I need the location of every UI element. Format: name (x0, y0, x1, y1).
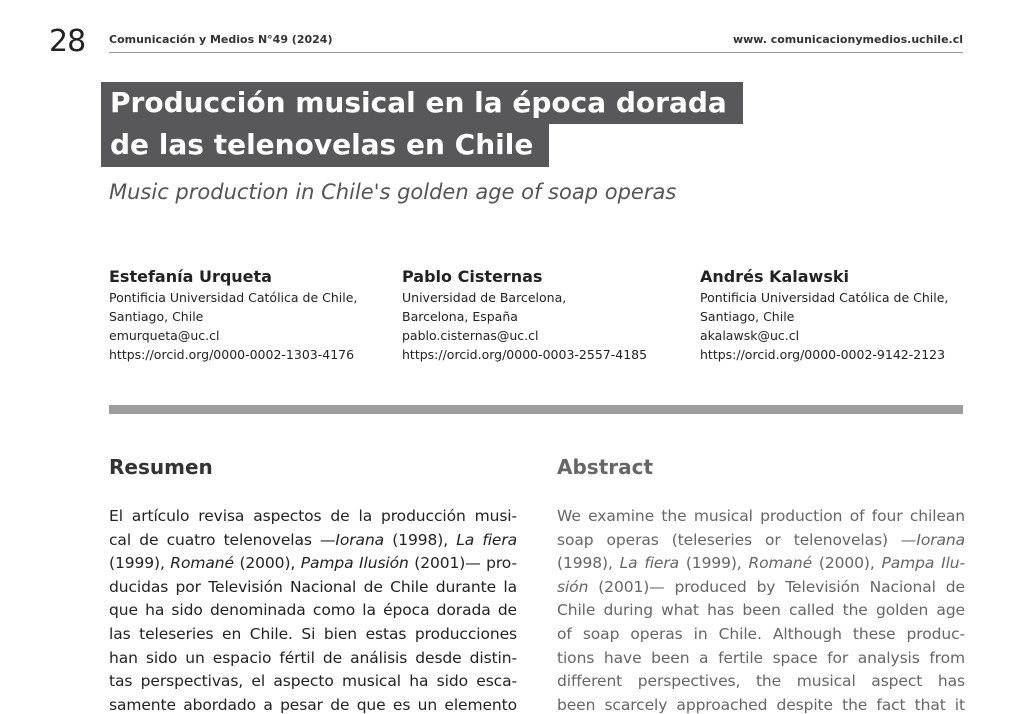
text-run: different perspectives, the musical aspect has (557, 672, 965, 691)
text-run: (2001)— produced by Televisión Nacional de (588, 577, 965, 596)
text-run: of soap operas in Chile. Although these produc- (557, 624, 965, 643)
author-email[interactable]: akalawsk@uc.cl (700, 328, 800, 343)
text-run: Chile during what has been called the golden age (557, 601, 965, 620)
text-run: que ha sido denominada como la época dorada de (109, 601, 517, 620)
author-orcid[interactable]: https://orcid.org/0000-0002-1303-4176 (109, 347, 355, 362)
journal-name: Comunicación y Medios N°49 (2024) (109, 33, 333, 46)
text-line (557, 576, 965, 600)
text-run: (1999), (109, 554, 171, 573)
page-number: 28 (49, 24, 86, 59)
text-line (109, 599, 517, 623)
section-divider (109, 405, 963, 414)
text-line (109, 694, 517, 714)
author-email[interactable]: emurqueta@uc.cl (109, 328, 220, 343)
text-line (557, 552, 965, 576)
italic-title: La fiera (456, 530, 517, 549)
text-line (557, 670, 965, 694)
text-run: tas perspectivas, el aspecto musical ha sido esca- (109, 672, 517, 691)
abstract-text (557, 505, 965, 714)
text-run: (2001)— pro- (408, 554, 517, 573)
title-line-1: Producción musical en la época dorada (101, 82, 743, 124)
text-run: (2000), (812, 554, 882, 573)
author-affiliation: Universidad de Barcelona, (402, 290, 567, 305)
italic-title: Pampa Ilusión (300, 554, 409, 573)
author-name: Pablo Cisternas (402, 267, 543, 286)
text-line (557, 529, 965, 553)
italic-title: Romané (748, 554, 813, 573)
italic-title: Romané (170, 554, 234, 573)
text-run: tions have been a fertile space for analysis from (557, 648, 965, 667)
abstract-heading: Abstract (557, 455, 654, 479)
text-line (109, 670, 517, 694)
text-line (557, 505, 965, 529)
header-rule (109, 52, 963, 53)
resumen-text (109, 505, 517, 714)
author-block (700, 266, 948, 364)
text-run: (1999), (679, 554, 749, 573)
text-run: (2000), (233, 554, 301, 573)
text-line (109, 647, 517, 671)
journal-website[interactable]: www. comunicacionymedios.uchile.cl (732, 33, 963, 46)
author-block (402, 266, 647, 364)
author-affiliation: Pontificia Universidad Católica de Chile, (109, 290, 358, 305)
author-name: Estefanía Urqueta (109, 267, 272, 286)
italic-title: Pampa Ilu- (881, 554, 965, 573)
article-title (101, 82, 743, 167)
text-line (557, 623, 965, 647)
author-email[interactable]: pablo.cisternas@uc.cl (402, 328, 539, 343)
author-location: Santiago, Chile (700, 309, 795, 324)
text-run: soap operas (teleseries or telenovelas) — (557, 530, 917, 549)
italic-title: Iorana (335, 530, 385, 549)
text-run: ducidas por Televisión Nacional de Chile durante la (109, 577, 517, 596)
text-run: (1998), (557, 554, 620, 573)
italic-title: Iorana (916, 530, 965, 549)
author-orcid[interactable]: https://orcid.org/0000-0002-9142-2123 (700, 347, 946, 362)
resumen-heading: Resumen (109, 455, 213, 479)
text-run: cal de cuatro telenovelas — (109, 530, 336, 549)
text-run: We examine the musical production of four chilean (557, 507, 965, 525)
author-block (109, 266, 357, 364)
text-line (109, 505, 517, 529)
article-subtitle: Music production in Chile's golden age of soap operas (109, 180, 677, 204)
text-line (109, 552, 517, 576)
author-orcid[interactable]: https://orcid.org/0000-0003-2557-4185 (402, 347, 648, 362)
text-run: El artículo revisa aspectos de la producción musi- (109, 507, 517, 525)
text-line (557, 647, 965, 671)
text-line (109, 576, 517, 600)
title-line-2: de las telenovelas en Chile (101, 124, 549, 167)
text-line (109, 529, 517, 553)
text-run: (1998), (384, 530, 457, 549)
text-line (557, 599, 965, 623)
author-location: Santiago, Chile (109, 309, 204, 324)
author-name: Andrés Kalawski (700, 267, 849, 286)
text-run: han sido un espacio fértil de análisis desde distin- (109, 648, 517, 667)
italic-title: sión (557, 577, 589, 596)
italic-title: La fiera (619, 554, 680, 573)
text-line (109, 623, 517, 647)
text-line (557, 694, 965, 714)
author-affiliation: Pontificia Universidad Católica de Chile, (700, 290, 949, 305)
text-run: been scarcely approached despite the fact that it (557, 695, 965, 714)
text-run: samente abordado a pesar de que es un elemento (109, 695, 517, 714)
text-run: las teleseries en Chile. Si bien estas producciones (109, 624, 517, 643)
author-location: Barcelona, España (402, 309, 518, 324)
